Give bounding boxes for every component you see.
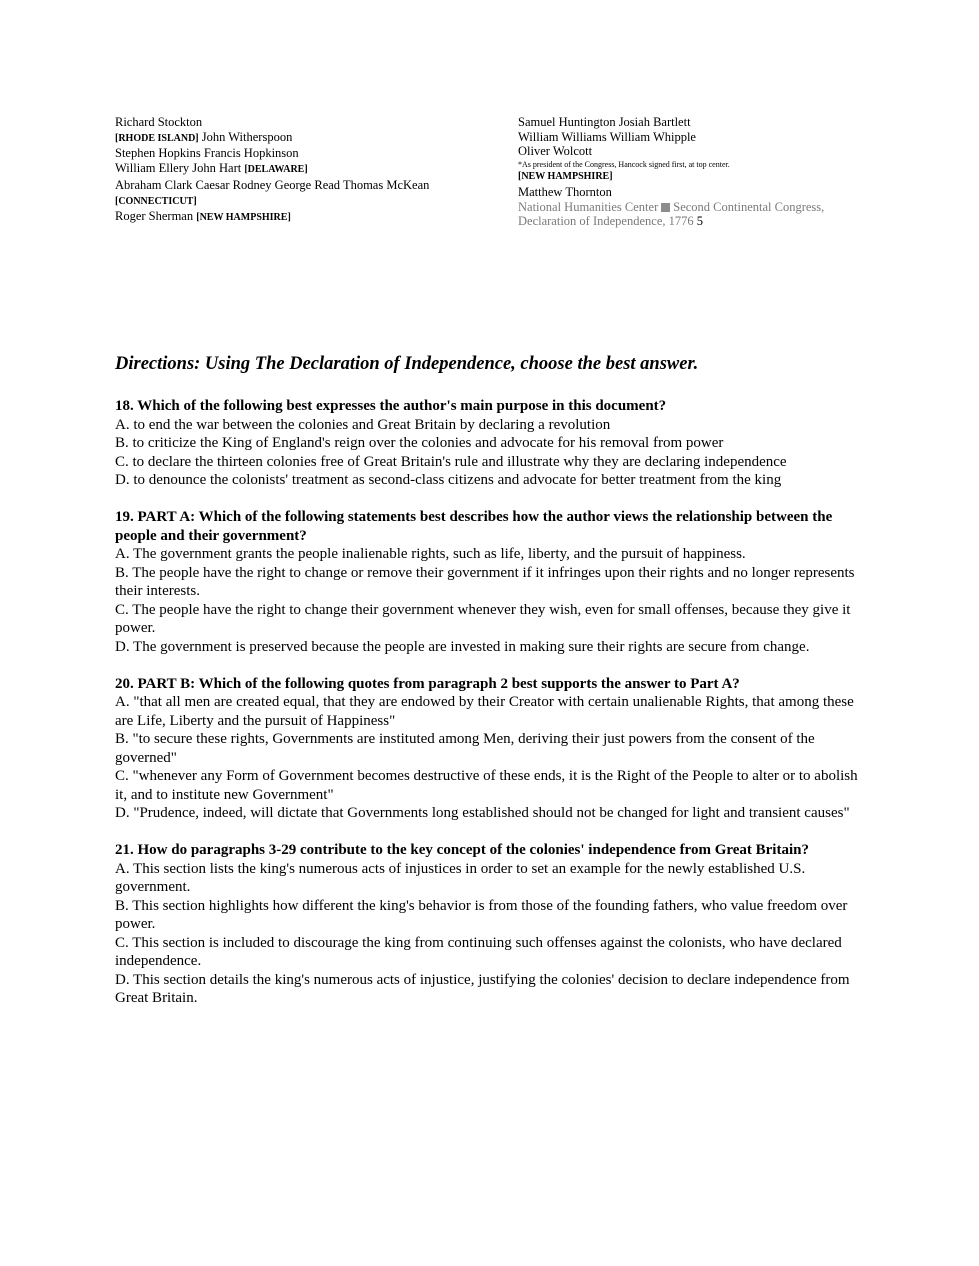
signer-names: Richard Stockton (115, 115, 203, 129)
signer-line (115, 130, 505, 147)
answer-option: C. The people have the right to change their government whenever they wish, even for small offenses, because they give it power. (115, 601, 851, 636)
signer-line (115, 209, 505, 226)
state-label: [CONNECTICUT] (115, 195, 197, 207)
question-19 (115, 508, 870, 656)
answer-option: D. "Prudence, indeed, will dictate that Governments long established should not be changed for light and transient causes" (115, 805, 850, 821)
answer-option: C. to declare the thirteen colonies free of Great Britain's rule and illustrate why they are declaring independence (115, 453, 787, 470)
signers-right-column (518, 115, 848, 229)
answer-option: B. The people have the right to change or remove their government if it infringes upon their rights and no longer represents their interests. (115, 564, 855, 599)
source-citation-cont (518, 214, 848, 229)
signer-names: Roger Sherman (115, 209, 197, 224)
question-title: 20. PART B: Which of the following quotes from paragraph 2 best supports the answer to Part A? (115, 675, 740, 692)
signers-left-column (115, 115, 505, 226)
question-title: 21. How do paragraphs 3-29 contribute to the key concept of the colonies' independence from Great Britain? (115, 842, 809, 858)
signer-names: Oliver Wolcott (518, 144, 593, 159)
answer-option: A. to end the war between the colonies and Great Britain by declaring a revolution (115, 416, 611, 433)
signer-line (115, 146, 505, 161)
signer-line (115, 178, 505, 193)
signer-line (115, 193, 505, 210)
state-label: [DELAWARE] (244, 164, 308, 176)
signer-names: Samuel Huntington Josiah Bartlett (518, 115, 691, 129)
signer-names: Matthew Thornton (518, 184, 612, 199)
answer-option: B. to criticize the King of England's reign over the colonies and advocate for his removal from power (115, 435, 724, 451)
source-document: Declaration of Independence, 1776 (518, 214, 694, 229)
signer-line (115, 161, 505, 178)
signer-names: Abraham Clark Caesar Rodney George Read Thomas McKean (115, 177, 430, 192)
questions-section (115, 397, 870, 1026)
signer-line (115, 115, 505, 130)
signer-names: William Williams William Whipple (518, 129, 696, 144)
question-20 (115, 675, 870, 823)
answer-option: C. "whenever any Form of Government becomes destructive of these ends, it is the Right of the People to alter or to abolish it, and to institute new Government" (115, 768, 858, 803)
answer-option: A. The government grants the people inalienable rights, such as life, liberty, and the pursuit of happiness. (115, 546, 746, 562)
footnote: *As president of the Congress, Hancock signed first, at top center. (518, 160, 730, 170)
source-title: Second Continental Congress, (673, 199, 825, 214)
square-bullet-icon (661, 203, 670, 212)
question-18 (115, 397, 870, 490)
answer-option: D. to denounce the colonists' treatment as second-class citizens and advocate for better treatment from the king (115, 472, 782, 488)
answer-option: B. "to secure these rights, Governments are instituted among Men, deriving their just powers from the consent of the governed" (115, 731, 815, 766)
question-21 (115, 841, 870, 1008)
state-label: [NEW HAMPSHIRE] (518, 171, 613, 183)
directions-heading: Directions: Using The Declaration of Independence, choose the best answer. (115, 354, 699, 374)
state-label: [RHODE ISLAND] (115, 132, 199, 144)
state-label: [NEW HAMPSHIRE] (196, 212, 291, 224)
answer-option: A. This section lists the king's numerous acts of injustices in order to set an example for the newly established U.S. government. (115, 860, 806, 895)
answer-option: C. This section is included to discourage the king from continuing such offenses against the colonists, who have declared independence. (115, 934, 842, 969)
answer-option: D. This section details the king's numerous acts of injustice, justifying the colonies' decision to declare independence from Great Britain. (115, 971, 850, 1006)
question-title: 18. Which of the following best expresses the author's main purpose in this document? (115, 398, 667, 414)
source-citation (518, 200, 848, 215)
answer-option: B. This section highlights how different the king's behavior is from those of the founding fathers, who value freedom over power. (115, 897, 848, 932)
page-number: 5 (696, 214, 703, 229)
answer-option: D. The government is preserved because the people are invested in making sure their rights are secure from change. (115, 638, 810, 655)
signer-names: John Witherspoon (198, 129, 293, 144)
answer-option: A. "that all men are created equal, that they are endowed by their Creator with certain unalienable Rights, that among these are Life, Liberty and the pursuit of Happiness" (115, 694, 854, 729)
source-center: National Humanities Center (518, 199, 659, 214)
signer-names: Stephen Hopkins Francis Hopkinson (115, 146, 299, 161)
signer-names: William Ellery John Hart (115, 161, 245, 176)
question-title: 19. PART A: Which of the following statements best describes how the author views the relationship between the people and their government? (115, 509, 833, 544)
